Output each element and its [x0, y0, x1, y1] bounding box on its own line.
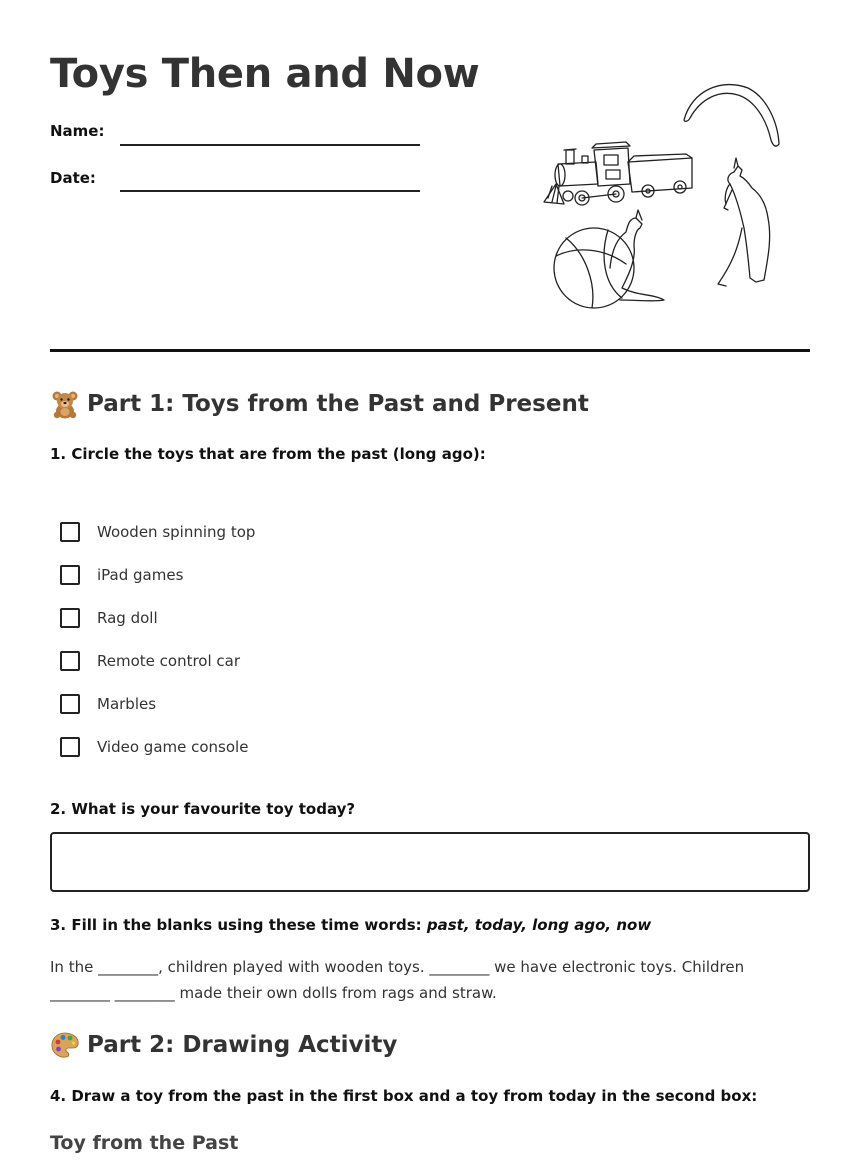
- question-1: 1. Circle the toys that are from the past (long ago):: [50, 445, 486, 463]
- time-words: past, today, long ago, now: [426, 916, 652, 934]
- option-label: Marbles: [97, 694, 157, 713]
- part2-heading-text: Part 2: Drawing Activity: [87, 1032, 398, 1058]
- palette-icon: [50, 1030, 80, 1060]
- favourite-toy-answer-box[interactable]: [50, 832, 810, 892]
- list-item[interactable]: [60, 639, 255, 682]
- list-item[interactable]: [60, 682, 255, 725]
- option-label: Wooden spinning top: [97, 522, 256, 541]
- question-2: 2. What is your favourite toy today?: [50, 800, 356, 818]
- header-divider: [50, 349, 810, 352]
- part2-heading: [50, 1030, 397, 1060]
- date-line[interactable]: [120, 190, 420, 192]
- list-item[interactable]: [60, 596, 255, 639]
- checkbox[interactable]: [60, 608, 80, 628]
- question-3: [50, 915, 651, 935]
- option-label: Remote control car: [97, 651, 241, 670]
- question-3-text: 3. Fill in the blanks using these time words:: [50, 916, 427, 934]
- checkbox[interactable]: [60, 737, 80, 757]
- kangaroo-icon: [610, 210, 664, 301]
- checkbox[interactable]: [60, 694, 80, 714]
- kangaroo-standing-icon: [718, 158, 770, 286]
- list-item[interactable]: [60, 553, 255, 596]
- checkbox[interactable]: [60, 522, 80, 542]
- name-line[interactable]: [120, 144, 420, 146]
- worksheet-page: [50, 0, 810, 1161]
- option-label: Rag doll: [97, 608, 158, 627]
- checkbox[interactable]: [60, 565, 80, 585]
- beach-ball-icon: [554, 228, 634, 308]
- part1-heading-text: Part 1: Toys from the Past and Present: [87, 391, 589, 417]
- part1-heading: [50, 389, 589, 419]
- page-title: Toys Then and Now: [50, 51, 480, 97]
- list-item[interactable]: [60, 725, 255, 768]
- past-toy-box-label: Toy from the Past: [50, 1132, 239, 1154]
- teddy-bear-icon: [50, 389, 80, 419]
- checkbox[interactable]: [60, 651, 80, 671]
- name-label: Name:: [50, 122, 105, 140]
- toy-train-icon: [544, 142, 692, 205]
- date-label: Date:: [50, 169, 96, 187]
- option-label: iPad games: [97, 565, 184, 584]
- past-toys-checklist: [60, 510, 255, 768]
- fill-in-blanks-text[interactable]: In the ________, children played with wooden toys. ________ we have electronic toys. Children ________ ________ made their own dolls from rags and straw.: [50, 958, 745, 1002]
- boomerang-icon: [684, 85, 779, 147]
- toys-clipart: [542, 78, 780, 314]
- question-4: 4. Draw a toy from the past in the first box and a toy from today in the second box:: [50, 1087, 758, 1105]
- list-item[interactable]: [60, 510, 255, 553]
- option-label: Video game console: [97, 737, 249, 756]
